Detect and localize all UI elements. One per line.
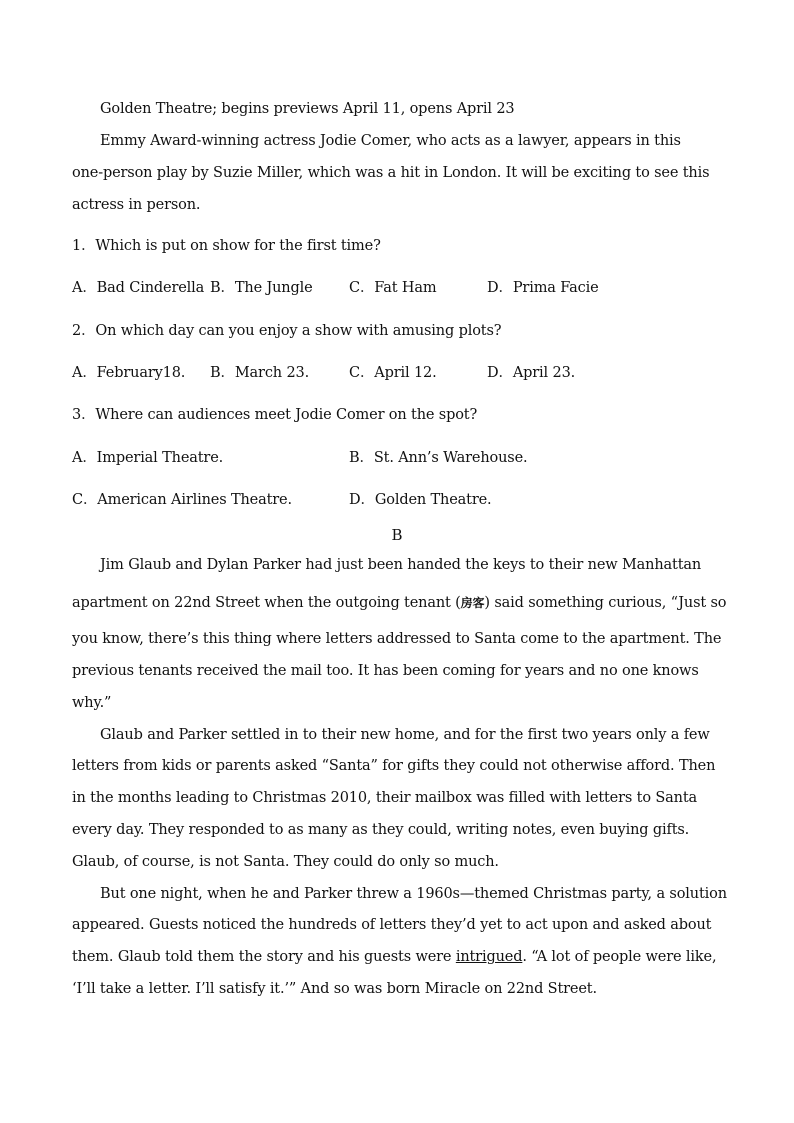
paragraph-line: in the months leading to Christmas 2010, their mailbox was filled with letters to Santa [72,790,698,806]
paragraph-line: every day. They responded to as many as they could, writing notes, even buying gifts. [72,822,690,838]
paragraph-line: Jim Glaub and Dylan Parker had just been handed the keys to their new Manhattan [100,557,702,573]
text-segment: apartment on 22nd Street when the outgoing tenant ( [72,595,461,611]
question-1-option-c[interactable]: C．Fat Ham [349,280,437,296]
section-heading: B [391,526,403,544]
venue-line: Golden Theatre; begins previews April 11, opens April 23 [100,101,515,117]
paragraph-line: why.” [72,695,112,711]
question-3-option-c[interactable]: C．American Airlines Theatre. [72,492,292,508]
paragraph-line: Glaub and Parker settled in to their new home, and for the first two years only a few [100,727,710,743]
paragraph-line: ‘I’ll take a letter. I’ll satisfy it.’” And so was born Miracle on 22nd Street. [72,981,597,997]
underlined-word: intrigued [455,949,523,965]
question-3-option-d[interactable]: D．Golden Theatre. [349,492,492,508]
question-1-stem: 1．Which is put on show for the first time? [72,238,381,254]
question-3-option-a[interactable]: A．Imperial Theatre. [72,450,224,466]
question-2-stem: 2．On which day can you enjoy a show with amusing plots? [72,323,502,339]
description-line: one-person play by Suzie Miller, which was a hit in London. It will be exciting to see this [72,165,710,181]
paragraph-line: But one night, when he and Parker threw a 1960s—themed Christmas party, a solution [100,886,727,902]
question-2-option-a[interactable]: A．February18. [72,365,186,381]
paragraph-line [72,594,726,611]
paragraph-line [72,949,716,965]
question-2-option-b[interactable]: B．March 23. [210,365,310,381]
text-segment: them. Glaub told them the story and his guests were [72,949,456,965]
text-segment: . “A lot of people were like, [522,949,717,965]
question-1-option-b[interactable]: B．The Jungle [210,280,313,296]
question-2-option-c[interactable]: C．April 12. [349,365,437,381]
paragraph-line: appeared. Guests noticed the hundreds of letters they’d yet to act upon and asked about [72,917,712,933]
description-line: Emmy Award-winning actress Jodie Comer, who acts as a lawyer, appears in this [100,133,681,149]
description-line: actress in person. [72,197,201,213]
question-2-option-d[interactable]: D．April 23. [487,365,576,381]
text-segment: ) said something curious, “Just so [484,595,727,611]
question-3-option-b[interactable]: B．St. Ann’s Warehouse. [349,450,528,466]
chinese-gloss: 房客 [460,596,485,610]
paragraph-line: previous tenants received the mail too. It has been coming for years and no one knows [72,663,699,679]
question-3-stem: 3．Where can audiences meet Jodie Comer on the spot? [72,407,478,423]
paragraph-line: letters from kids or parents asked “Santa” for gifts they could not otherwise afford. Then [72,758,716,774]
question-1-option-d[interactable]: D．Prima Facie [487,280,599,296]
question-1-option-a[interactable]: A．Bad Cinderella [72,280,205,296]
paragraph-line: Glaub, of course, is not Santa. They could do only so much. [72,854,499,870]
paragraph-line: you know, there’s this thing where letters addressed to Santa come to the apartment. The [72,631,722,647]
